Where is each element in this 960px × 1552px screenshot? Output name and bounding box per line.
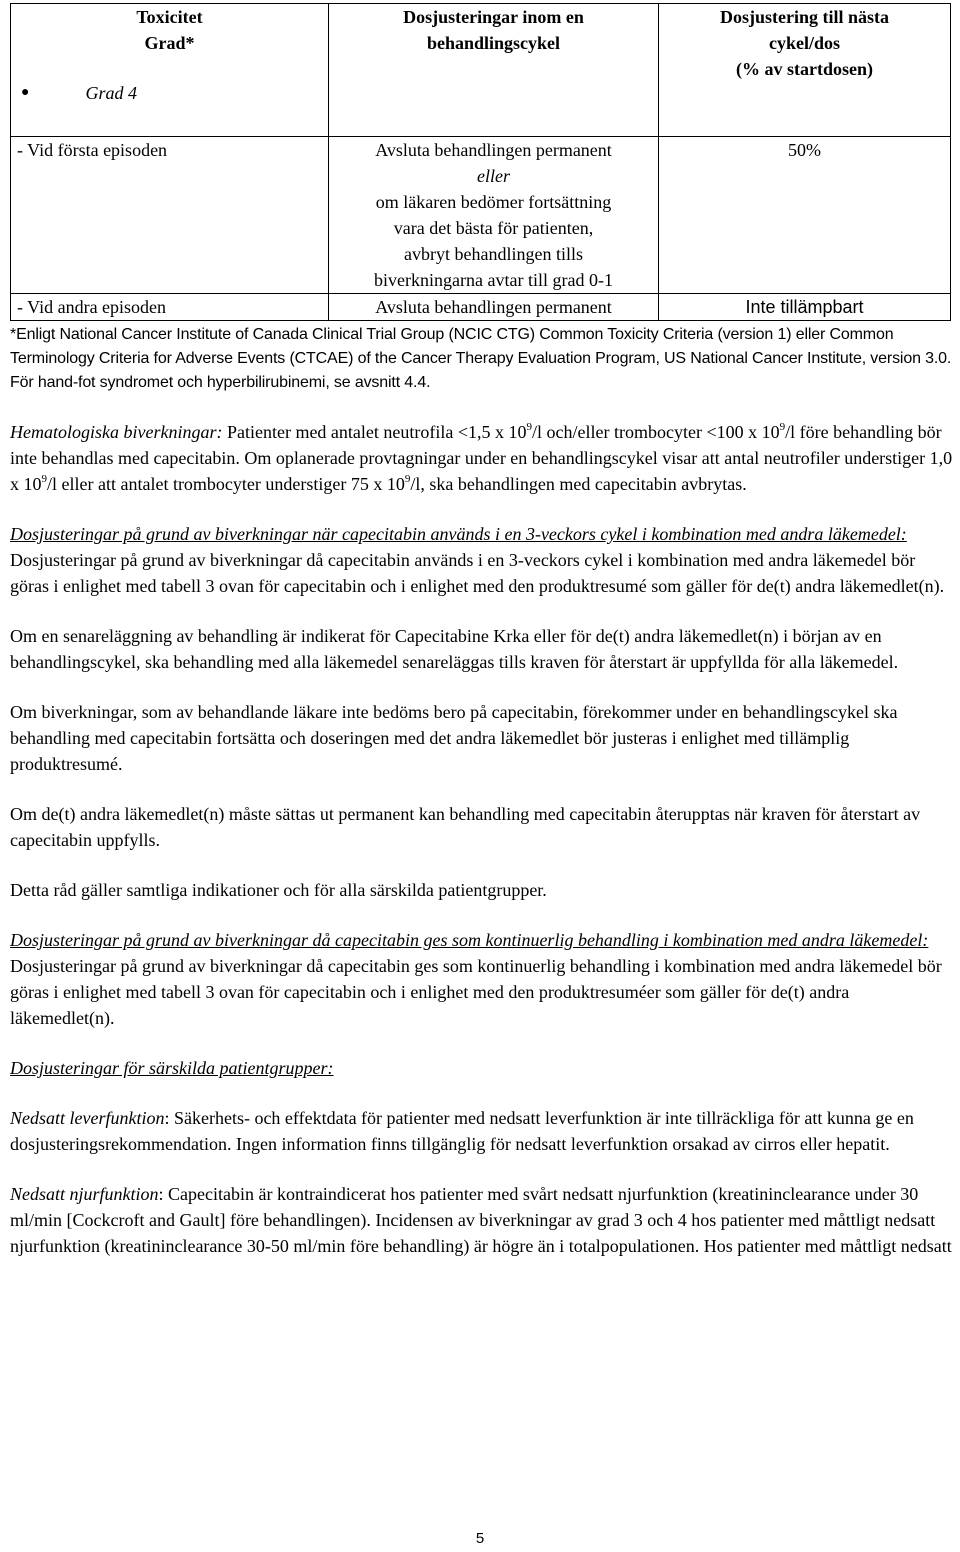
liver-label: Nedsatt leverfunktion — [10, 1108, 165, 1128]
table-row — [11, 137, 951, 294]
row1-action — [329, 137, 659, 294]
row2-episode: - Vid andra episoden — [11, 294, 329, 321]
row1-action-line3: om läkaren bedömer fortsättning — [375, 192, 612, 212]
section-body-3week: Dosjusteringar på grund av biverkningar då capecitabin används i en 3-veckors cykel i kombination med andra läkemedel bör göras i enlighet med tabell 3 ovan för capecitabin och i enlighet med den produktresumé som gäller för de(t) andra läkemedlet(n). — [10, 550, 945, 596]
section-heading-continuous: Dosjusteringar på grund av biverkningar då capecitabin ges som kontinuerlig behandling i kombination med andra läkemedel: — [10, 930, 929, 950]
hematology-text-1: Patienter med antalet neutrofila <1,5 x 10 — [222, 422, 527, 442]
dose-adjustment-table — [10, 3, 951, 321]
paragraph-adverse-effects: Om biverkningar, som av behandlande läkare inte bedöms bero på capecitabin, förekommer under en behandlingscykel ska behandling med capecitabin fortsätta och doseringen med det andra läkemedlet bör justeras i enlighet med tillämplig produktresumé. — [10, 702, 898, 774]
grade-4-item — [17, 80, 322, 106]
superscript-9: 9 — [779, 421, 786, 433]
header-within-cycle-line1: Dosjusteringar inom en — [403, 7, 584, 27]
row1-action-line4: vara det bästa för patienten, — [393, 218, 594, 238]
header-toxicity — [11, 4, 329, 137]
liver-paragraph — [10, 1105, 954, 1157]
header-next-cycle-line2: cykel/dos — [768, 33, 840, 53]
document-page — [10, 0, 954, 1259]
grade-4-label: Grad 4 — [85, 83, 137, 103]
kidney-text: : Capecitabin är kontraindicerat hos patienter med svårt nedsatt njurfunktion (kreatininclearance under 30 ml/min [Cockcroft and Gault] före behandlingen). Incidensen av biverkningar av grad 3 och 4 hos patienter med måttligt nedsatt njurfunktion (kreatininclearance 30-50 ml/min före behandling) är högre än i totalpopulationen. Hos patienter med måttligt nedsatt — [10, 1184, 952, 1256]
header-within-cycle — [329, 4, 659, 137]
superscript-9: 9 — [526, 421, 533, 433]
hematology-text-5: /l, ska behandlingen med capecitabin avbrytas. — [410, 474, 747, 494]
row1-action-line1: Avsluta behandlingen permanent — [375, 140, 612, 160]
header-next-cycle-line1: Dosjustering till nästa — [719, 7, 889, 27]
hematology-text-3: /l före behandling bör inte behandlas med capecitabin. Om oplanerade provtagningar under en behandlingscykel visar att antal neutrofiler understiger 1,0 x 10 — [10, 422, 953, 494]
table-row — [11, 294, 951, 321]
page-number: 5 — [475, 1530, 485, 1547]
kidney-label: Nedsatt njurfunktion — [10, 1184, 159, 1204]
row1-action-line6: biverkningarna avtar till grad 0-1 — [374, 270, 613, 290]
hematology-paragraph — [10, 419, 954, 497]
table-header-row — [11, 4, 951, 137]
row1-action-line5: avbryt behandlingen tills — [404, 244, 583, 264]
hematology-text-2: /l och/eller trombocyter <100 x 10 — [532, 422, 780, 442]
header-toxicity-line2: Grad* — [144, 33, 195, 53]
paragraph-discontinuation: Om de(t) andra läkemedlet(n) måste sättas ut permanent kan behandling med capecitabin återupptas när kraven för återstart av capecitabin uppfylls. — [10, 804, 921, 850]
header-next-cycle — [659, 4, 951, 137]
header-within-cycle-line2: behandlingscykel — [426, 33, 561, 53]
table-footnote: *Enligt National Cancer Institute of Canada Clinical Trial Group (NCIC CTG) Common Toxicity Criteria (version 1) eller Common Terminology Criteria for Adverse Events (CTCAE) of the Cancer Therapy Evaluation Program, US National Cancer Institute, version 3.0. För hand-fot syndromet och hyperbilirubinemi, se avsnitt 4.4. — [10, 326, 952, 391]
hematology-label: Hematologiska biverkningar: — [10, 422, 223, 442]
bullet-icon: ● — [21, 85, 30, 100]
liver-text: : Säkerhets- och effektdata för patienter med nedsatt leverfunktion är inte tillräckliga för att kunna ge en dosjusteringsrekommendation. Ingen information finns tillgänglig för nedsatt leverfunktion orsakad av cirros eller hepatit. — [10, 1108, 914, 1154]
superscript-9: 9 — [404, 473, 411, 485]
header-next-cycle-line3: (% av startdosen) — [736, 59, 873, 79]
kidney-paragraph — [10, 1181, 954, 1259]
row1-action-line2: eller — [477, 166, 510, 186]
row1-episode: - Vid första episoden — [11, 137, 329, 294]
row2-action: Avsluta behandlingen permanent — [329, 294, 659, 321]
paragraph-postponement: Om en senareläggning av behandling är indikerat för Capecitabine Krka eller för de(t) andra läkemedlet(n) i början av en behandlingscykel, ska behandling med alla läkemedel senareläggas tills kraven för återstart är uppfyllda för alla läkemedel. — [10, 626, 899, 672]
paragraph-advice: Detta råd gäller samtliga indikationer och för alla särskilda patientgrupper. — [10, 880, 547, 900]
row2-dose: Inte tillämpbart — [659, 294, 951, 321]
hematology-text-4: /l eller att antalet trombocyter understiger 75 x 10 — [47, 474, 405, 494]
header-toxicity-line1: Toxicitet — [136, 7, 203, 27]
section-heading-3week: Dosjusteringar på grund av biverkningar när capecitabin används i en 3-veckors cykel i kombination med andra läkemedel: — [10, 524, 907, 544]
section-body-continuous: Dosjusteringar på grund av biverkningar då capecitabin ges som kontinuerlig behandling i kombination med andra läkemedel bör göras i enlighet med tabell 3 ovan för capecitabin och i enlighet med den produktresuméer som gäller för de(t) andra läkemedlet(n). — [10, 956, 942, 1028]
section-heading-special-groups: Dosjusteringar för särskilda patientgrupper: — [10, 1058, 334, 1078]
row1-dose: 50% — [659, 137, 951, 294]
superscript-9: 9 — [41, 473, 47, 485]
